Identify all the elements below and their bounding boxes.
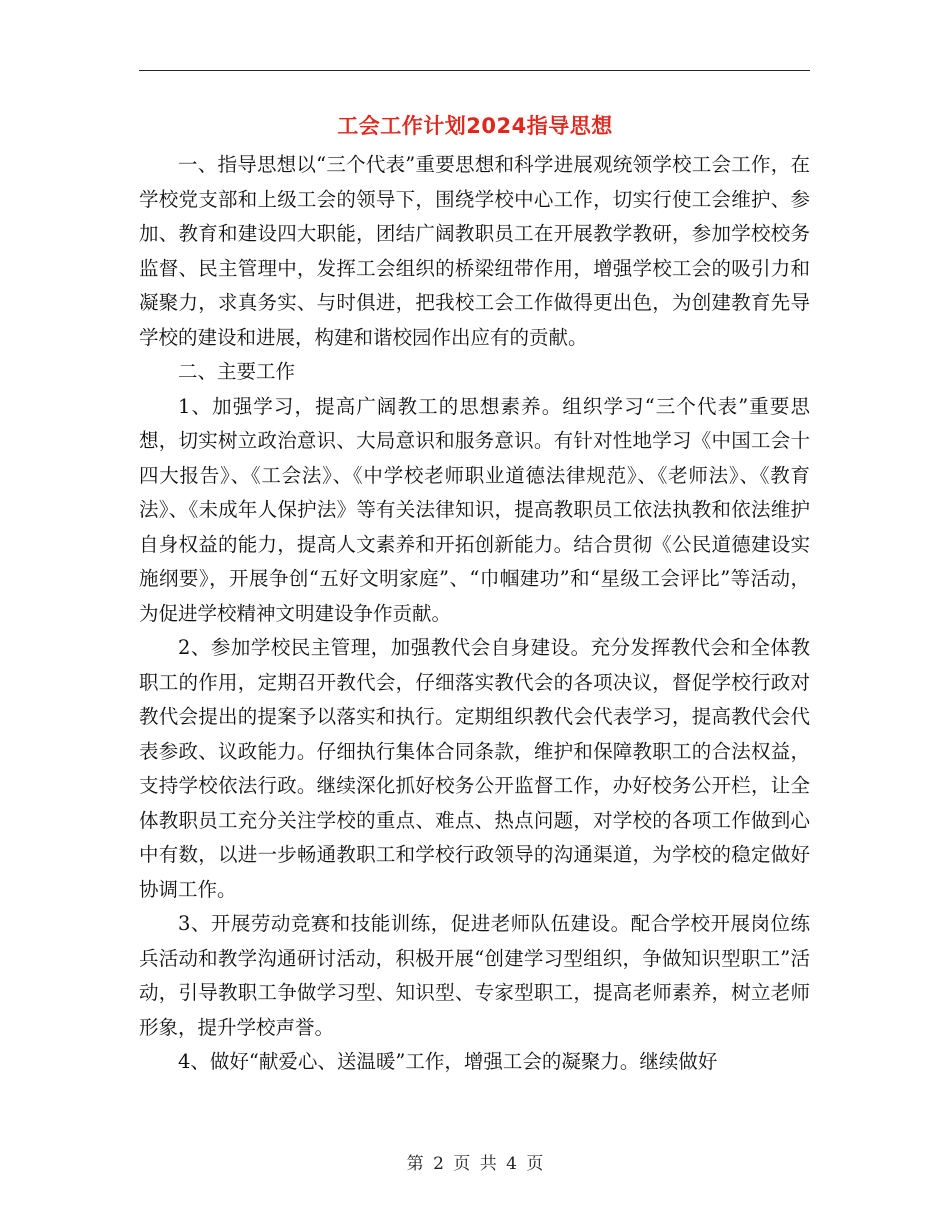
- page-number: 第 2 页 共 4 页: [406, 1154, 544, 1174]
- document-body: [139, 148, 810, 1080]
- paragraph-item-1: 1、加强学习，提高广阔教工的思想素养。组织学习“三个代表”重要思想，切实树立政治意识、大局意识和服务意识。有针对性地学习《中国工会十四大报告》、《工会法》、《中学校老师职业道德法律规范》、《老师法》、《教育法》、《未成年人保护法》等有关法律知识，提高教职员工依法执教和依法维护自身权益的能力，提高人文素养和开拓创新能力。结合贯彻《公民道德建设实施纲要》，开展争创“五好文明家庭”、“巾帼建功”和“星级工会评比”等活动，为促进学校精神文明建设争作贡献。: [139, 394, 810, 625]
- paragraph-item-3: 3、开展劳动竞赛和技能训练，促进老师队伍建设。配合学校开展岗位练兵活动和教学沟通研讨活动，积极开展“创建学习型组织，争做知识型职工”活动，引导教职工争做学习型、知识型、专家型职工，提高老师素养，树立老师形象，提升学校声誉。: [139, 912, 810, 1039]
- header-rule: [139, 70, 810, 71]
- paragraph-guiding-ideology: 一、指导思想以“三个代表”重要思想和科学进展观统领学校工会工作，在学校党支部和上级工会的领导下，围绕学校中心工作，切实行使工会维护、参加、教育和建设四大职能，团结广阔教职员工在开展教学教研，参加学校校务监督、民主管理中，发挥工会组织的桥梁纽带作用，增强学校工会的吸引力和凝聚力，求真务实、与时俱进，把我校工会工作做得更出色，为创建教育先导学校的建设和进展，构建和谐校园作出应有的贡献。: [139, 153, 810, 349]
- paragraph-item-2: 2、参加学校民主管理，加强教代会自身建设。充分发挥教代会和全体教职工的作用，定期召开教代会，仔细落实教代会的各项决议，督促学校行政对教代会提出的提案予以落实和执行。定期组织教代会代表学习，提高教代会代表参政、议政能力。仔细执行集体合同条款，维护和保障教职工的合法权益，支持学校依法行政。继续深化抓好校务公开监督工作，办好校务公开栏，让全体教职员工充分关注学校的重点、难点、热点问题，对学校的各项工作做到心中有数，以进一步畅通教职工和学校行政领导的沟通渠道，为学校的稳定做好协调工作。: [139, 636, 810, 901]
- paragraph-item-4: 4、做好“献爱心、送温暖”工作，增强工会的凝聚力。继续做好: [178, 1050, 718, 1073]
- section-heading-main-work: 二、主要工作: [178, 360, 296, 383]
- document-title: 工会工作计划2024指导思想: [337, 114, 613, 138]
